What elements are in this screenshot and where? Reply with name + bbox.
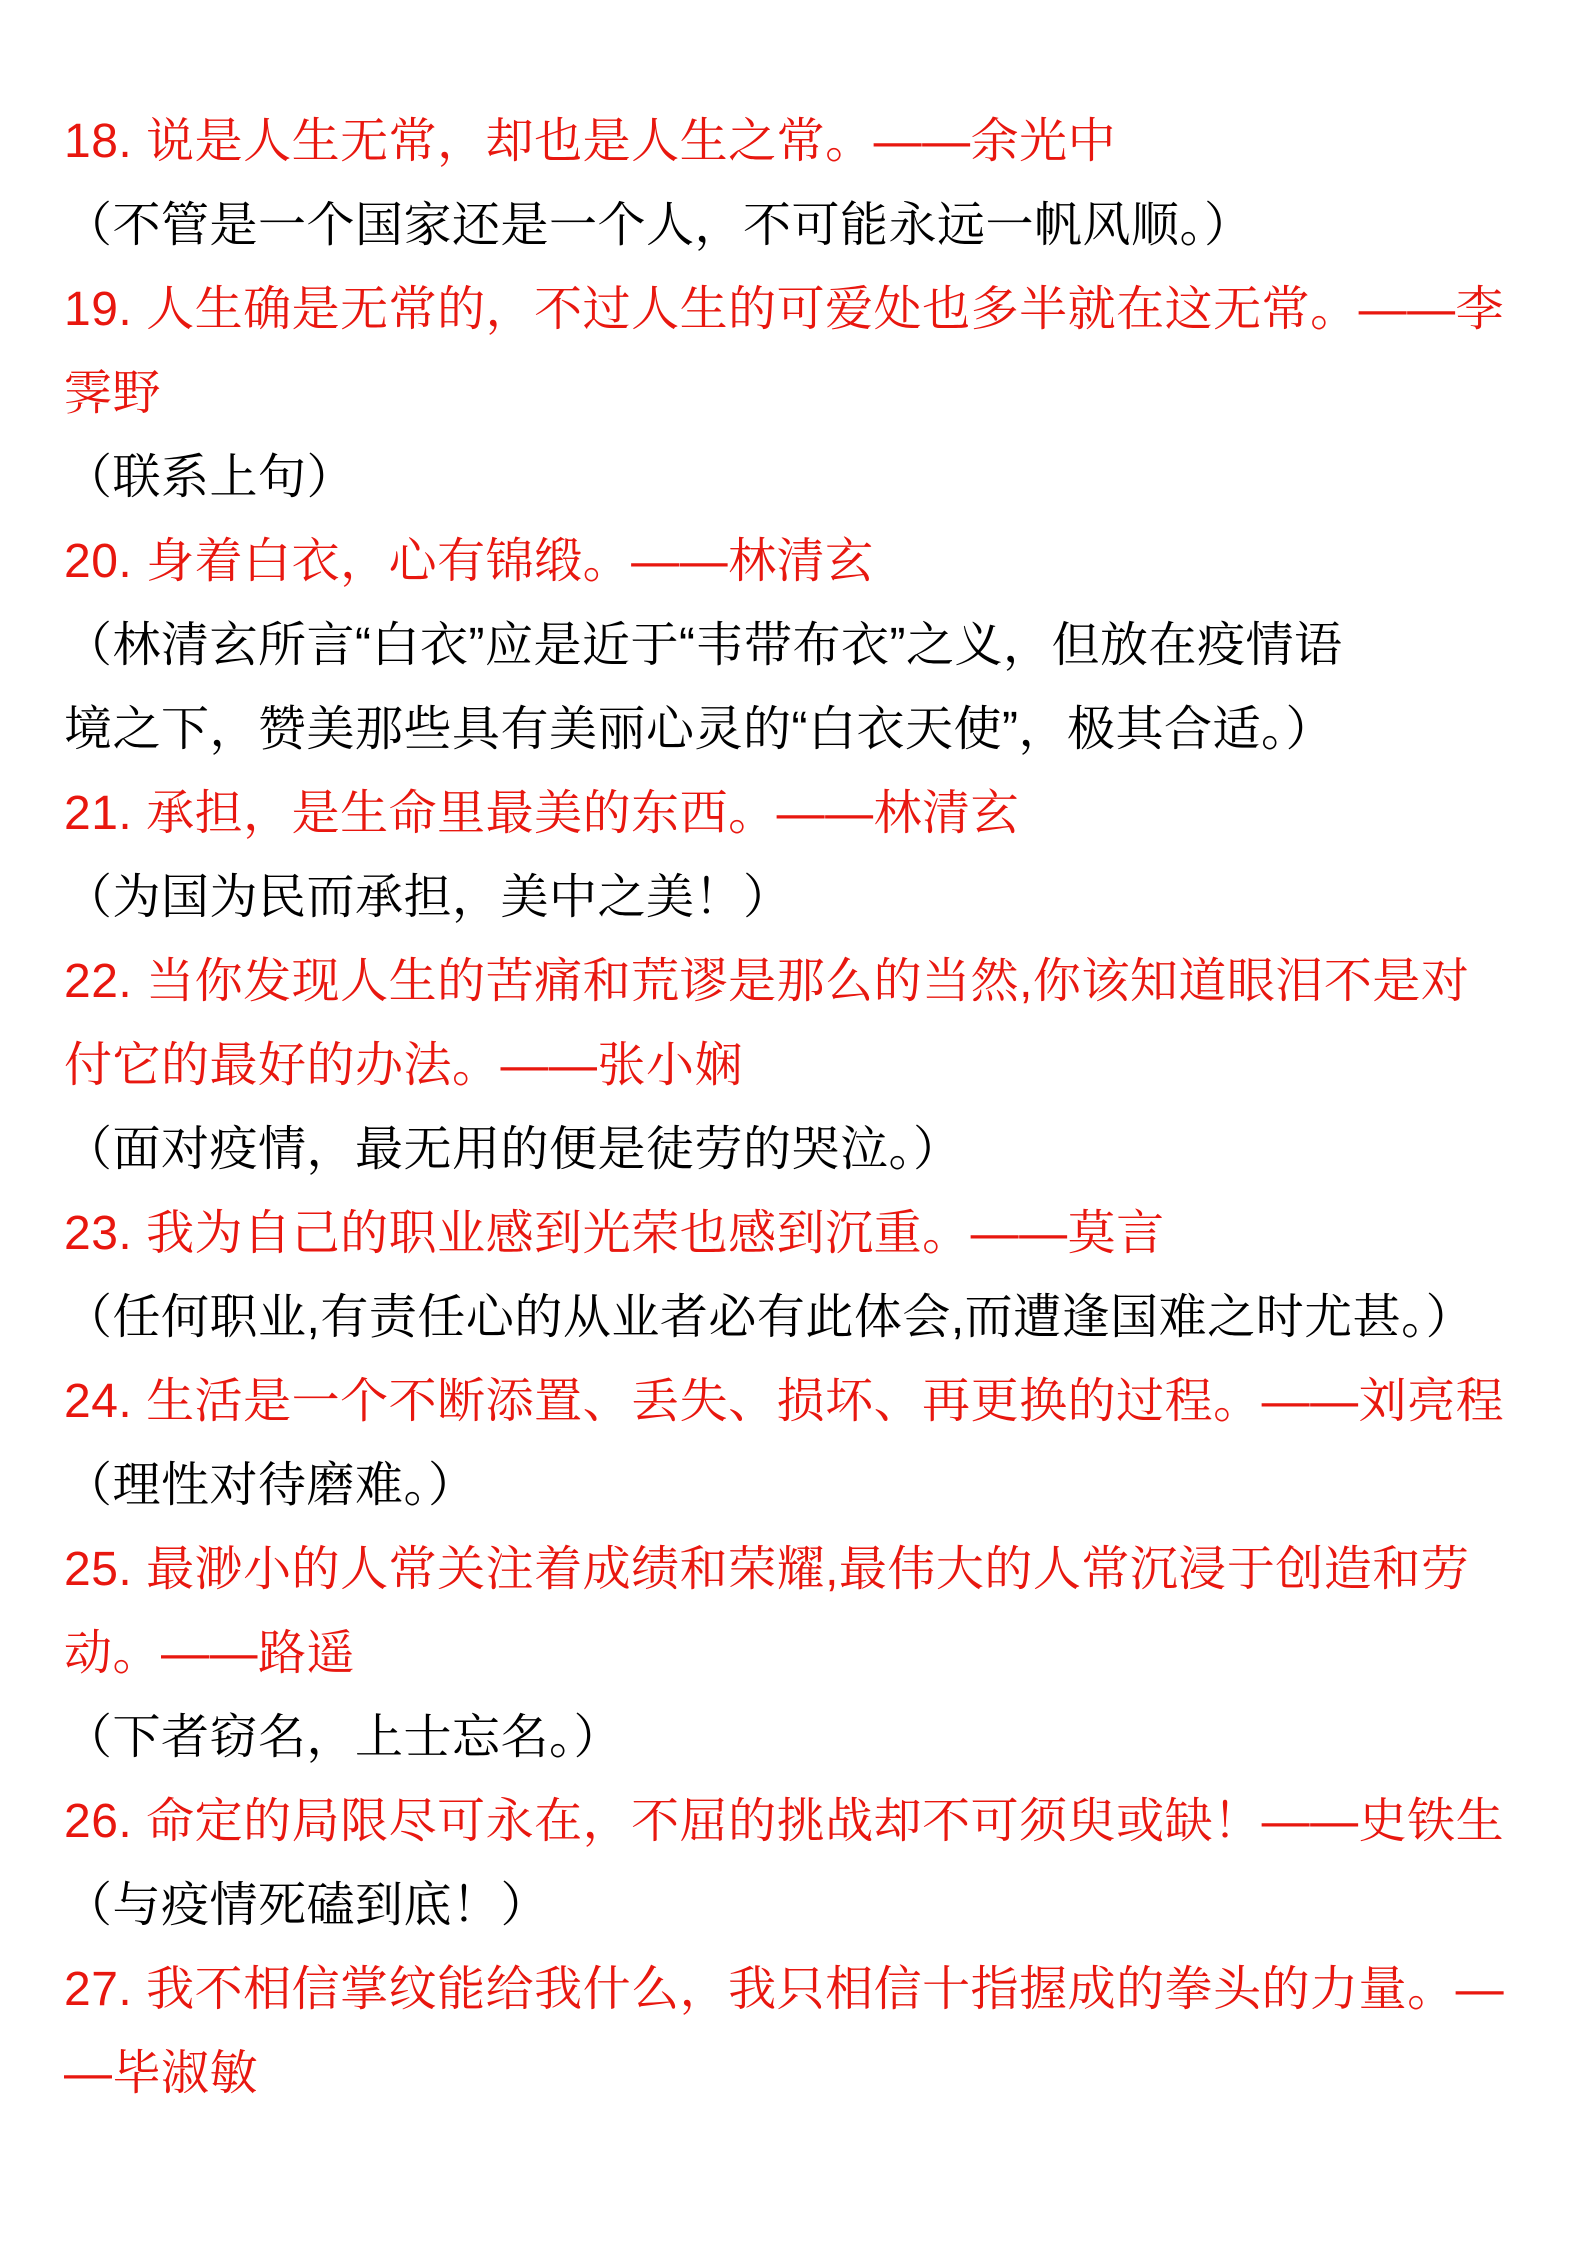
comment-line-21: （为国为民而承担，美中之美！） bbox=[64, 871, 792, 924]
quote-line-19-cont: 霁野 bbox=[64, 367, 162, 420]
quote-line-27: 27. 我不相信掌纹能给我什么，我只相信十指握成的拳头的力量。— bbox=[64, 1963, 1505, 2016]
quote-line-27-cont: —毕淑敏 bbox=[64, 2047, 259, 2100]
comment-line-18: （不管是一个国家还是一个人，不可能永远一帆风顺。） bbox=[64, 199, 1253, 252]
comment-line-20: （林清玄所言“白衣”应是近于“韦带布衣”之义，但放在疫情语 bbox=[64, 619, 1343, 672]
quote-line-22: 22. 当你发现人生的苦痛和荒谬是那么的当然,你该知道眼泪不是对 bbox=[64, 955, 1470, 1008]
comment-line-20-cont: 境之下，赞美那些具有美丽心灵的“白衣天使”，极其合适。） bbox=[64, 703, 1334, 756]
quote-line-19: 19. 人生确是无常的，不过人生的可爱处也多半就在这无常。——李 bbox=[64, 283, 1505, 336]
quote-line-25: 25. 最渺小的人常关注着成绩和荣耀,最伟大的人常沉浸于创造和劳 bbox=[64, 1543, 1470, 1596]
comment-line-19: （联系上句） bbox=[64, 451, 356, 504]
quote-line-20: 20. 身着白衣，心有锦缎。——林清玄 bbox=[64, 535, 874, 588]
quote-line-18: 18. 说是人生无常，却也是人生之常。——余光中 bbox=[64, 115, 1117, 168]
comment-line-25: （下者窃名，上士忘名。） bbox=[64, 1711, 623, 1764]
quote-line-21: 21. 承担，是生命里最美的东西。——林清玄 bbox=[64, 787, 1020, 840]
quote-line-25-cont: 动。——路遥 bbox=[64, 1627, 356, 1680]
quote-line-22-cont: 付它的最好的办法。——张小娴 bbox=[64, 1039, 744, 1092]
quote-line-26: 26. 命定的局限尽可永在，不屈的挑战却不可须臾或缺！——史铁生 bbox=[64, 1795, 1505, 1848]
quote-line-23: 23. 我为自己的职业感到光荣也感到沉重。——莫言 bbox=[64, 1207, 1165, 1260]
comment-line-22: （面对疫情，最无用的便是徒劳的哭泣。） bbox=[64, 1123, 962, 1176]
quote-line-24: 24. 生活是一个不断添置、丢失、损坏、再更换的过程。——刘亮程 bbox=[64, 1375, 1505, 1428]
comment-line-26: （与疫情死磕到底！） bbox=[64, 1879, 550, 1932]
comment-line-24: （理性对待磨难。） bbox=[64, 1459, 477, 1512]
comment-line-23: （任何职业,有责任心的从业者必有此体会,而遭逢国难之时尤甚。） bbox=[64, 1291, 1475, 1344]
